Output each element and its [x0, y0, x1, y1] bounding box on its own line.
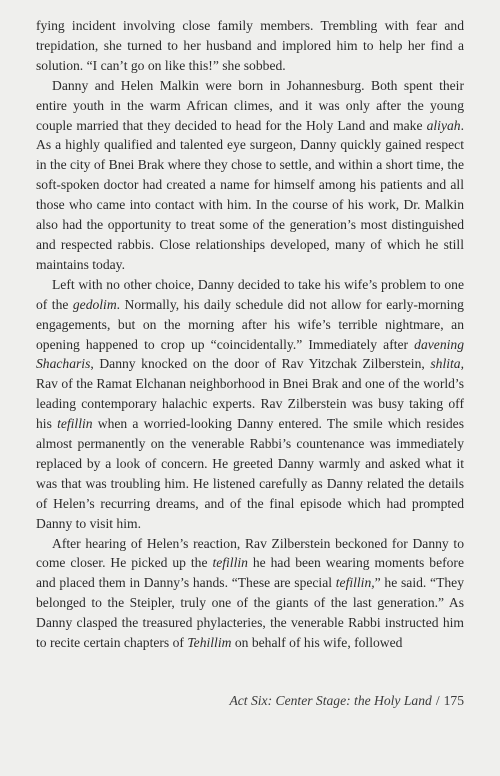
page-number: 175 — [443, 693, 464, 708]
paragraph — [36, 76, 464, 275]
italic-term: tefillin — [212, 555, 248, 571]
italic-term: gedolim — [72, 296, 117, 312]
text-run: on behalf of his wife, followed — [231, 635, 403, 651]
italic-term: davening Shacharis — [36, 336, 464, 372]
italic-term: Tehillim — [187, 635, 232, 651]
text-run: he had been wearing moments before and placed them in Danny’s hands. “These are special — [36, 555, 464, 591]
body-text — [36, 16, 464, 653]
paragraph — [36, 534, 464, 653]
footer-separator: / — [435, 693, 440, 708]
text-run: Left with no other choice, Danny decided to take his wife’s problem to one of the — [36, 276, 464, 312]
italic-term: tefillin, — [335, 575, 375, 591]
text-run: , Danny knocked on the door of Rav Yitzchak Zilberstein, — [90, 356, 431, 372]
paragraph — [36, 275, 464, 534]
text-run: . Normally, his daily schedule did not allow for early-morning engagements, but on the morning after his wife’s terrible nightmare, an opening happened to crop up “coincidentally.” Immediately after — [36, 296, 464, 352]
running-title: Act Six: Center Stage: the Holy Land — [229, 693, 432, 708]
italic-term: shlita — [430, 356, 461, 372]
italic-term: aliyah — [426, 117, 461, 133]
text-run: Danny and Helen Malkin were born in Johannesburg. Both spent their entire youth in the warm African climes, and it was only after the young couple married that they decided to head for the Holy Land and make — [36, 77, 464, 133]
text-run: when a worried-looking Danny entered. The smile which resides almost permanently on the venerable Rabbi’s countenance was immediately replaced by a look of concern. He greeted Danny warmly and asked what it was that was troubling him. He listened carefully as Danny related the details of Helen’s recurring dreams, and of the final episode which had prompted Danny to visit him. — [36, 416, 464, 531]
text-run: fying incident involving close family members. Trembling with fear and trepidation, she turned to her husband and implored him to help her find a solution. “I can’t go on like this!” she sobbed. — [36, 18, 464, 73]
page-footer — [229, 693, 464, 709]
paragraph — [36, 16, 464, 76]
text-run: After hearing of Helen’s reaction, Rav Zilberstein beckoned for Danny to come closer. He picked up the — [36, 535, 464, 571]
italic-term: tefillin — [57, 416, 93, 432]
text-run: , Rav of the Ramat Elchanan neighborhood in Bnei Brak and one of the world’s leading contemporary halachic experts. Rav Zilberstein was busy taking off his — [36, 356, 464, 432]
text-run: ” he said. “They belonged to the Steipler, truly one of the giants of the last generation.” As Danny clasped the treasured phylacteries, the venerable Rabbi instructed him to recite certain chapters of — [36, 575, 464, 651]
text-run: . As a highly qualified and talented eye surgeon, Danny quickly gained respect in the city of Bnei Brak where they chose to settle, and within a short time, the soft-spoken doctor had created a name for himself among his patients and all those who came into contact with him. In the course of his work, Dr. Malkin also had the opportunity to treat some of the generation’s most distinguished and respected rabbis. Close relationships developed, many of which he still maintains today. — [36, 117, 464, 272]
